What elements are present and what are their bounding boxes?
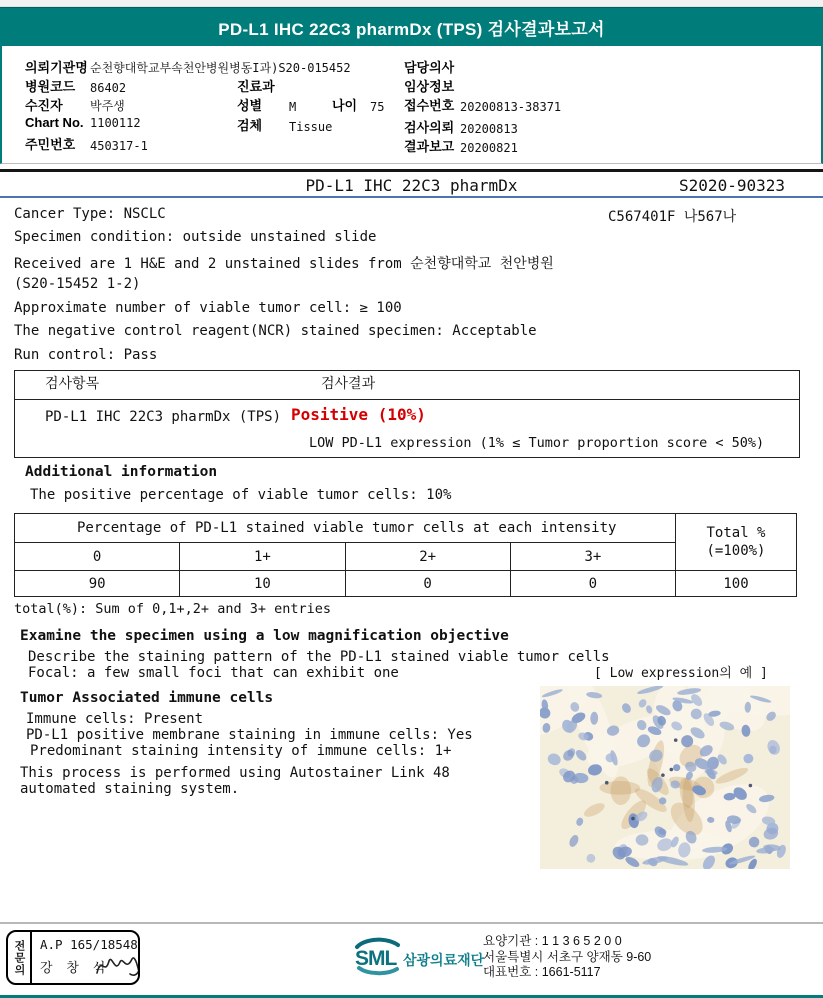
field-value: 박주생 [90, 99, 125, 113]
logo-org-name: 삼광의료재단 [403, 952, 485, 968]
report-line: Received are 1 H&E and 2 unstained slides from 순천향대학교 천안병원 [14, 256, 554, 272]
immune-line: Immune cells: Present [26, 711, 204, 727]
field-value: 20200813-38371 [460, 100, 562, 114]
field-label: 담당의사 [404, 60, 455, 75]
immune-line: PD-L1 positive membrane staining in immune cells: Yes [26, 727, 473, 743]
field-label: 성별 [237, 98, 263, 113]
signature-license: A.P 165/18548 [40, 937, 138, 952]
footer-org-line: 요양기관 : 1 1 3 6 5 2 0 0 [483, 934, 622, 948]
intensity-table-footnote: total(%): Sum of 0,1+,2+ and 3+ entries [14, 601, 331, 617]
additional-info-heading: Additional information [25, 464, 218, 480]
result-table [14, 370, 800, 458]
field-label: 임상정보 [404, 79, 455, 94]
field-label: 결과보고 [404, 139, 455, 154]
signature-name: 강 창 석 [40, 961, 109, 976]
field-label: 접수번호 [404, 98, 455, 113]
intensity-col-header: 2+ [346, 543, 511, 571]
intensity-value: 0 [346, 571, 511, 596]
process-line: This process is performed using Autostainer Link 48 [20, 765, 450, 781]
result-table-result-header: 검사결과 [321, 376, 376, 392]
total-label-line2: (=100%) [706, 543, 766, 559]
signature-scribble-icon [94, 952, 140, 980]
field-label: 검체 [237, 118, 263, 133]
intensity-total-header [676, 514, 796, 571]
immune-heading: Tumor Associated immune cells [20, 690, 274, 706]
result-table-item-header: 검사항목 [45, 376, 100, 392]
report-banner-title: PD-L1 IHC 22C3 pharmDx (TPS) 검사결과보고서 [218, 19, 605, 39]
histology-image-caption: [ Low expression의 예 ] [594, 666, 768, 681]
field-report-date [404, 136, 518, 155]
field-label: Chart No. [25, 115, 84, 130]
intensity-col-header: 1+ [180, 543, 345, 571]
report-line: Run control: Pass [14, 347, 158, 363]
signature-role: 전문의 [8, 932, 32, 983]
result-table-header-row [15, 371, 799, 400]
cancer-type-line: Cancer Type: NSCLC [14, 206, 166, 222]
field-doctor [404, 57, 460, 76]
total-label-line1: Total % [706, 525, 766, 541]
result-table-body-row [15, 400, 799, 457]
field-examinee [25, 95, 125, 114]
field-value: 1100112 [90, 116, 141, 130]
field-label: 검사의뢰 [404, 120, 455, 135]
field-requesting-org [25, 57, 351, 76]
field-value: 86402 [90, 81, 127, 95]
field-label: 의뢰기관명 [25, 60, 88, 75]
top-strip [0, 0, 823, 7]
field-label: 나이 [332, 98, 358, 113]
field-label: 주민번호 [25, 137, 76, 152]
field-value: M [289, 100, 297, 114]
logo-top-arc [357, 940, 398, 947]
field-department [237, 76, 289, 95]
field-hospital-code [25, 76, 126, 95]
field-value: 20200813 [460, 122, 518, 136]
field-chart-no [25, 115, 141, 130]
intensity-table-header: Percentage of PD-L1 stained viable tumor cells at each intensity [15, 514, 676, 543]
report-line: The negative control reagent(NCR) stained specimen: Acceptable [14, 323, 537, 339]
field-clinical-info [404, 76, 460, 95]
specimen-number: S2020-90323 [679, 176, 785, 195]
field-value: 순천향대학교부속천안병원병동I과)S20-015452 [90, 61, 351, 75]
process-line: automated staining system. [20, 781, 240, 797]
additional-info-line: The positive percentage of viable tumor cells: 10% [30, 487, 452, 503]
test-result-interpretation: LOW PD-L1 expression (1% ≤ Tumor proportion score < 50%) [309, 435, 765, 451]
sml-logo [352, 936, 402, 980]
intensity-total-value: 100 [723, 575, 749, 592]
report-section-title: PD-L1 IHC 22C3 pharmDx [305, 176, 518, 195]
field-label: 수진자 [25, 98, 63, 113]
field-resident-no [25, 134, 148, 153]
field-request-date [404, 117, 518, 136]
report-line: Specimen condition: outside unstained slide [14, 229, 377, 245]
intensity-col-header: 3+ [511, 543, 676, 571]
field-specimen [237, 115, 332, 134]
test-item-name: PD-L1 IHC 22C3 pharmDx (TPS) [45, 409, 282, 425]
intensity-value: 10 [180, 571, 345, 596]
field-value: 75 [370, 100, 385, 114]
field-value: Tissue [289, 120, 333, 134]
field-sex-age [237, 95, 384, 114]
patient-info-box [0, 45, 823, 164]
section-divider [0, 169, 823, 172]
report-line: Approximate number of viable tumor cell: ≥ 100 [14, 300, 402, 316]
report-line: (S20-15452 1-2) [14, 276, 141, 292]
footer-divider [0, 922, 823, 924]
histology-image [540, 686, 790, 869]
footer-address [483, 934, 651, 981]
test-result-value: Positive (10%) [291, 405, 426, 424]
signature-box [6, 930, 140, 985]
logo-text: SML [355, 947, 397, 970]
examine-heading: Examine the specimen using a low magnification objective [20, 628, 509, 644]
report-banner [0, 7, 823, 46]
intensity-value: 0 [511, 571, 676, 596]
signature-body [32, 932, 138, 983]
footer-org-line: 대표번호 : 1661-5117 [483, 965, 601, 979]
title-underline [0, 196, 823, 198]
field-accession-no [404, 95, 561, 114]
examine-line: Focal: a few small foci that can exhibit one [28, 665, 399, 681]
immune-line: Predominant staining intensity of immune cells: 1+ [30, 743, 452, 759]
footer-org-line: 서울특별시 서초구 양재동 9-60 [483, 949, 652, 964]
field-value: 20200821 [460, 141, 518, 155]
field-value: 450317-1 [90, 139, 148, 153]
intensity-table [14, 513, 797, 597]
examine-line: Describe the staining pattern of the PD-L1 stained viable tumor cells [28, 649, 610, 665]
field-label: 진료과 [237, 79, 275, 94]
intensity-col-header: 0 [15, 543, 180, 571]
field-label: 병원코드 [25, 79, 76, 94]
block-code: C567401F 나567나 [608, 209, 737, 225]
intensity-value: 90 [15, 571, 180, 596]
